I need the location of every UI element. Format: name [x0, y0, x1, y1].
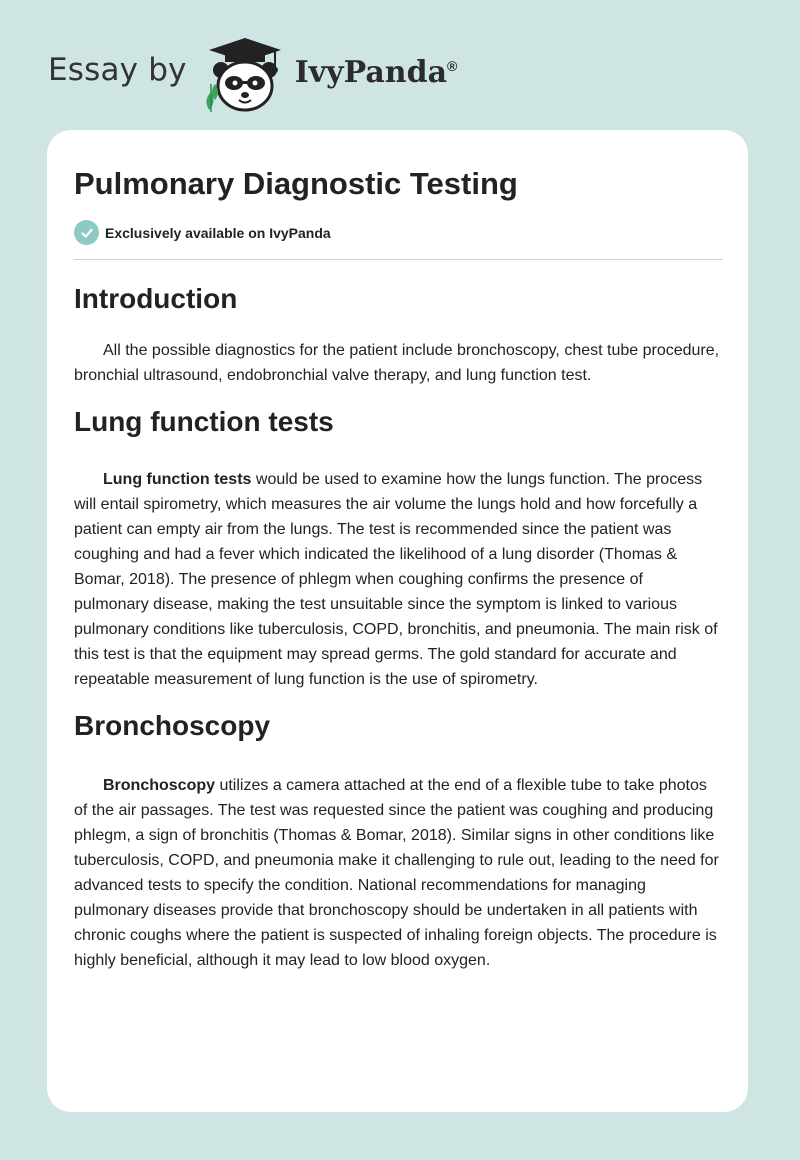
check-icon [74, 220, 99, 245]
divider [74, 259, 723, 260]
lead-term: Bronchoscopy [103, 777, 216, 794]
section-paragraph-bronchoscopy: Bronchoscopy utilizes a camera attached at the end of a flexible tube to take photos of the air passages. The test was requested since the patient was coughing and producing phlegm, a sign of bronchitis (Thomas & Bomar, 2018). Similar signs in other conditions like tuberculosis, COPD, and pneumonia make it challenging to rule out, leading to the need for advanced tests to specify the condition. National recommendations for managing pulmonary diseases provide that bronchoscopy should be undertaken in all patients with chronic coughs where the patient is suspected of inhaling foreign objects. The procedure is highly beneficial, although it may lead to low blood oxygen. [74, 777, 719, 969]
section-heading-introduction: Introduction [74, 283, 238, 314]
section-heading-bronchoscopy: Bronchoscopy [74, 710, 271, 741]
page-title: Pulmonary Diagnostic Testing [74, 166, 518, 201]
lead-term: Lung function tests [103, 471, 252, 488]
section-heading-lung-function-tests: Lung function tests [74, 406, 334, 437]
badge-text: Exclusively available on IvyPanda [105, 224, 331, 241]
brand-name: IvyPanda® [294, 54, 458, 90]
exclusive-badge [74, 220, 722, 245]
section-paragraph-introduction: All the possible diagnostics for the patient include bronchoscopy, chest tube procedure, bronchial ultrasound, endobronchial valve therapy, and lung function test. [74, 342, 720, 384]
section-paragraph-lung-function-tests: Lung function tests would be used to examine how the lungs function. The process will entail spirometry, which measures the air volume the lungs hold and how forcefully a patient can empty air from the lungs. The test is recommended since the patient was coughing and had a fever which indicated the likelihood of a lung disorder (Thomas & Bomar, 2018). The presence of phlegm when coughing confirms the presence of pulmonary disease, making the test unsuitable since the symptom is linked to various pulmonary conditions like tuberculosis, COPD, bronchitis, and pneumonia. The main risk of this test is that the equipment may spread germs. The gold standard for accurate and repeatable measurement of lung function is the use of spirometry. [74, 471, 718, 688]
brand-prefix: Essay by [48, 52, 187, 88]
panda-logo-icon [199, 34, 289, 114]
brand-header [48, 34, 457, 114]
essay-card [47, 130, 748, 1112]
